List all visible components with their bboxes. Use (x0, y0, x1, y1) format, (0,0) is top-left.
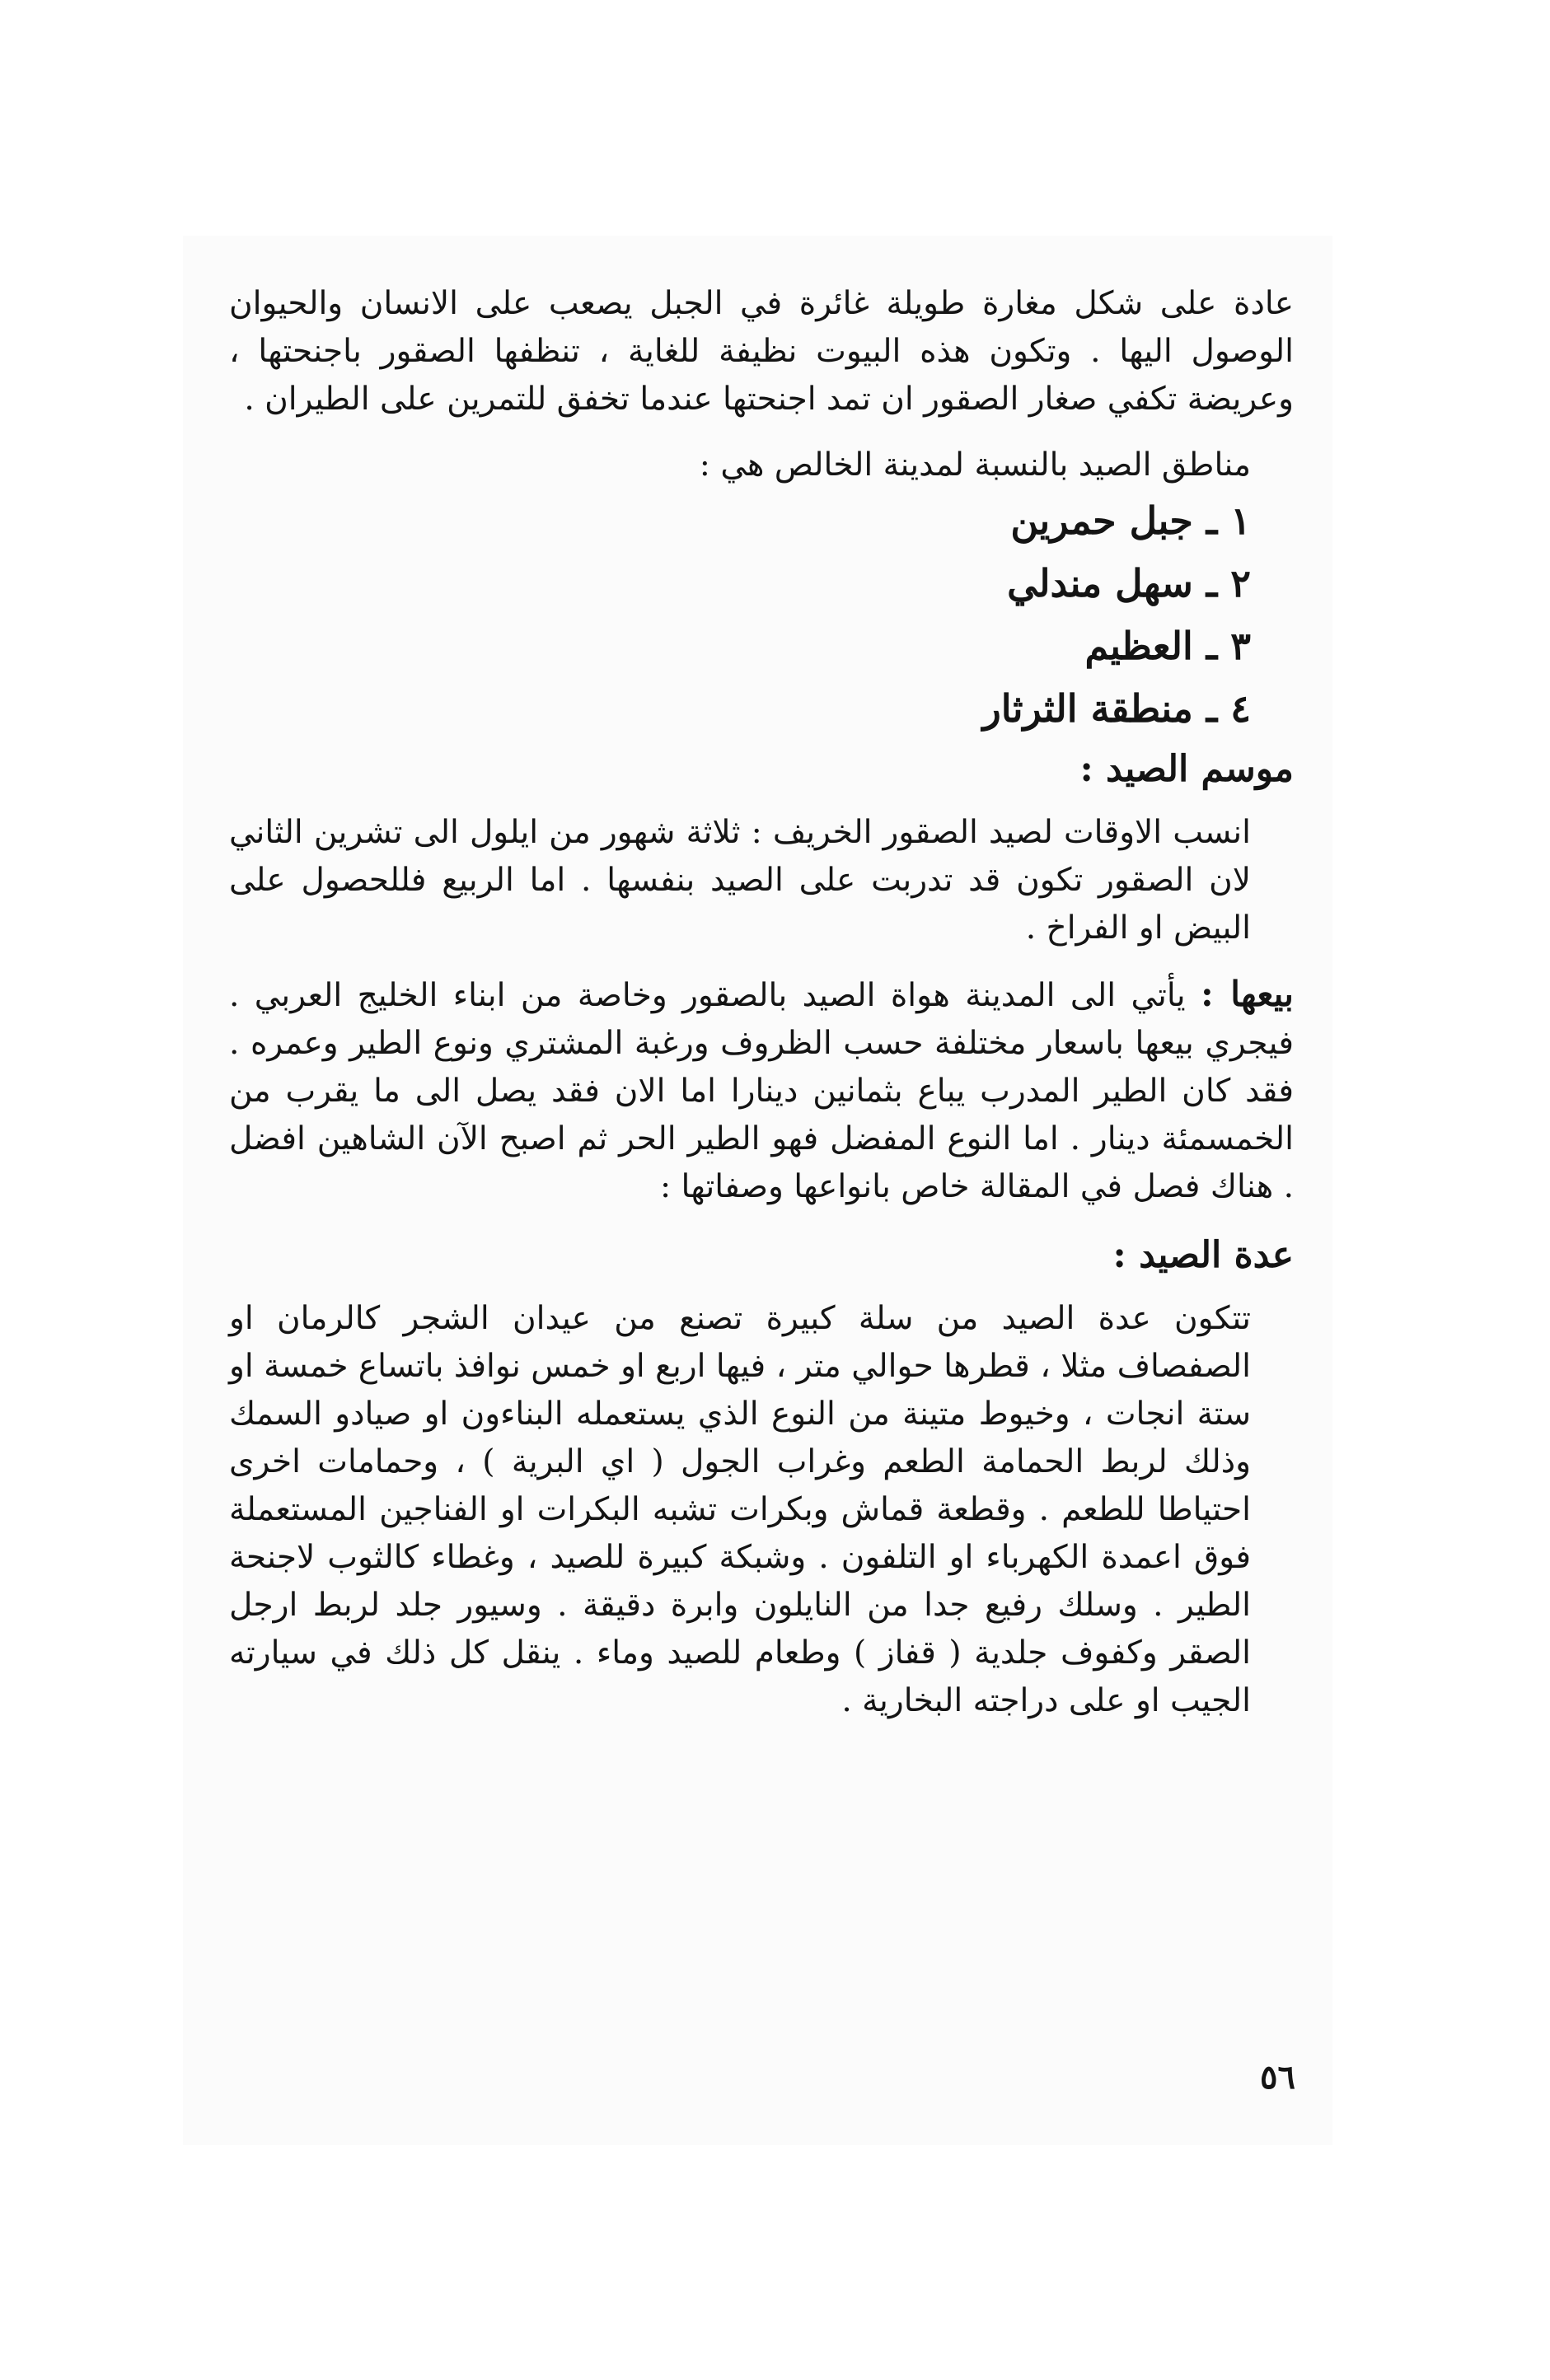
season-paragraph: انسب الاوقات لصيد الصقور الخريف : ثلاثة شهور من ايلول الى تشرين الثاني لان الصقور تكون قد تدربت على الصيد بنفسها . اما الربيع فللحصول على البيض او الفراخ . (229, 814, 1251, 947)
page-number: ٥٦ (1260, 2058, 1295, 2097)
selling-label: بيعها : (1201, 974, 1294, 1014)
page-body (229, 280, 1294, 1725)
hunting-areas-list (229, 489, 1294, 740)
season-heading: موسم الصيد : (1079, 748, 1294, 790)
selling-text: يأتي الى المدينة هواة الصيد بالصقور وخاصة من ابناء الخليج العربي . فيجري بيعها باسعار مختلفة حسب الظروف ورغبة المشتري ونوع الطير وعمره . فقد كان الطير المدرب يباع بثمانين دينارا اما الان فقد يصل الى ما يقرب من الخمسمئة دينار . اما النوع المفضل فهو الطير الحر ثم اصبح الآن الشاهين افضل . هناك فصل في المقالة خاص بانواعها وصفاتها : (229, 977, 1294, 1205)
intro-paragraph: عادة على شكل مغارة طويلة غائرة في الجبل يصعب على الانسان والحيوان الوصول اليها . وتكون هذه البيوت نظيفة للغاية ، تنظفها الصقور باجنحتها ، وعريضة تكفي صغار الصقور ان تمد اجنحتها عندما تخفق للتمرين على الطيران . (229, 285, 1294, 418)
equipment-paragraph: تتكون عدة الصيد من سلة كبيرة تصنع من عيدان الشجر كالرمان او الصفصاف مثلا ، قطرها حوالي متر ، فيها اربع او خمس نوافذ باتساع خمسة او ستة انجات ، وخيوط متينة من النوع الذي يستعمله البناءون او صيادو السمك وذلك لربط الحمامة الطعم وغراب الجول ( اي البرية ) ، وحمامات اخرى احتياطا للطعم . وقطعة قماش وبكرات تشبه البكرات او الفناجين المستعملة فوق اعمدة الكهرباء او التلفون . وشبكة كبيرة للصيد ، وغطاء كالثوب لاجنحة الطير . وسلك رفيع جدا من النايلون وابرة دقيقة . وسيور جلد لربط ارجل الصقر وكفوف جلدية ( قفاز ) وطعام للصيد وماء . ينقل كل ذلك في سيارته الجيب او على دراجته البخارية . (229, 1300, 1251, 1719)
list-item: ١ ـ جبل حمرين (1010, 498, 1251, 543)
equipment-heading: عدة الصيد : (1112, 1234, 1294, 1276)
areas-intro: مناطق الصيد بالنسبة لمدينة الخالص هي : (699, 447, 1251, 484)
list-item: ٤ ـ منطقة الثرثار (982, 686, 1251, 731)
list-item: ٣ ـ العظيم (1084, 624, 1251, 668)
selling-paragraph (229, 970, 1294, 1211)
list-item: ٢ ـ سهل مندلي (1007, 561, 1251, 606)
